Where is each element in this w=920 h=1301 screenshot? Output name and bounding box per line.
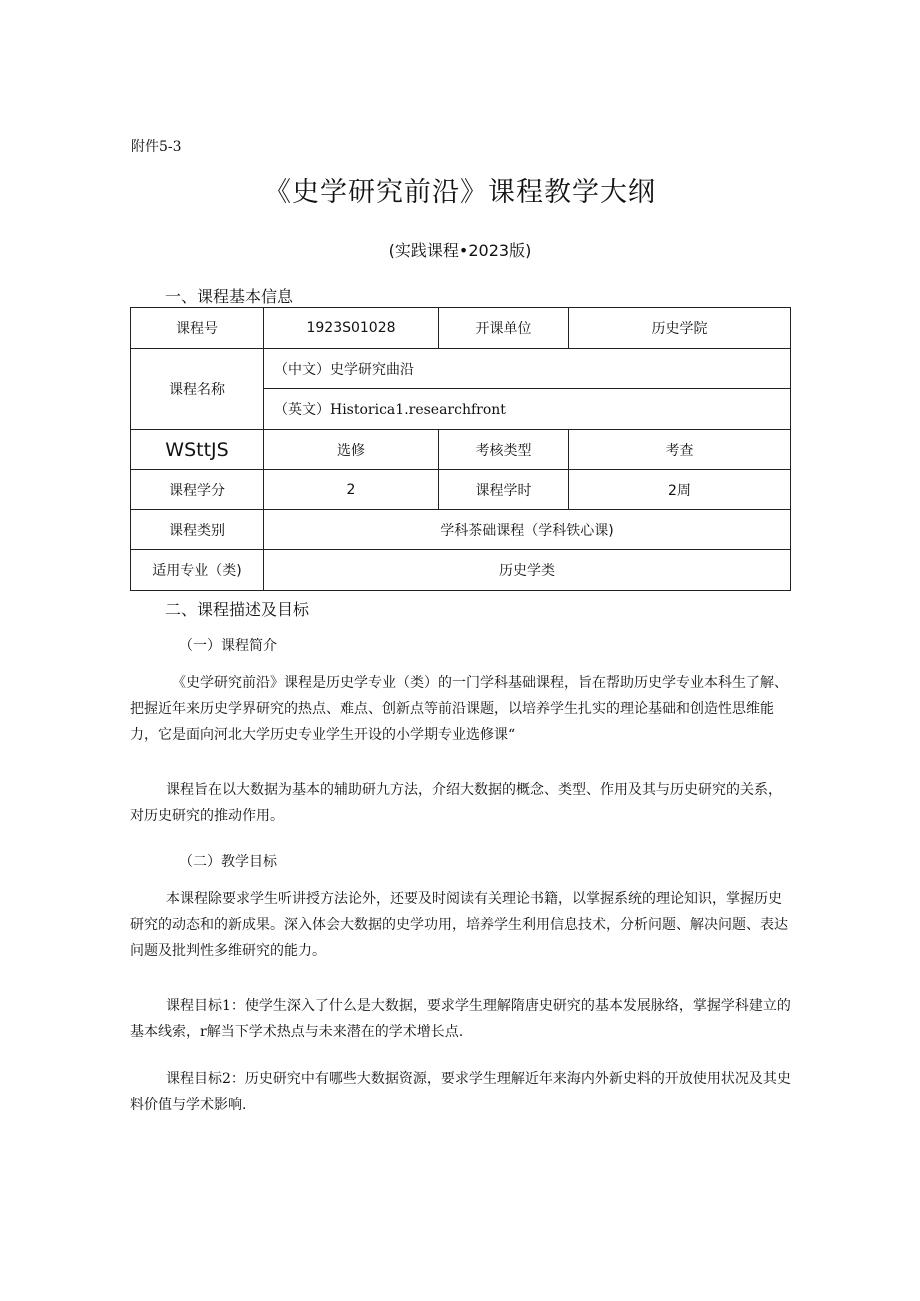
section1-heading: 一、课程基本信息 — [165, 287, 294, 306]
major-value: 历史学类 — [264, 550, 791, 591]
category-value: 学科茶础课程（学科铁心课) — [264, 510, 791, 550]
credit-label: 课程学分 — [131, 470, 264, 510]
intro-paragraph-1: 《史学研究前沿》课程是历史学专业（类）的一门学科基础课程，旨在帮助历史学专业本科生了解、把握近年来历史学界研究的热点、难点、创新点等前沿课题，以培养学生扎实的理论基础和创造性思维能力，它是面向河北大学历史专业学生开设的小学期专业选修课“ — [130, 675, 788, 743]
goals-heading: （二）教学目标 — [179, 854, 277, 870]
course-name-label: 课程名称 — [131, 349, 264, 430]
dept-label: 开课单位 — [439, 308, 569, 349]
course-no-label: 课程号 — [131, 308, 264, 349]
major-label: 适用专业（类) — [131, 550, 264, 591]
dept-value: 历史学院 — [569, 308, 791, 349]
annex-label: 附件5-3 — [131, 139, 182, 155]
table-row — [131, 308, 791, 349]
course-name-cn: （中文）史学研究曲沿 — [264, 349, 791, 389]
goals-paragraph: 本课程除要求学生听讲授方法论外，还要及时阅读有关理论书籍，以掌握系统的理论知识，掌握历史研究的动态和的新成果。深入体会大数据的史学功用，培养学生利用信息技术，分析问题、解决问题、表达问题及批判性多维研究的能力。 — [130, 891, 788, 959]
table-row — [131, 430, 791, 470]
table-row — [131, 470, 791, 510]
intro-paragraph-2: 课程旨在以大数据为基本的辅助研九方法，介绍大数据的概念、类型、作用及其与历史研究的关系，对历史研究的推动作用。 — [130, 782, 782, 824]
assess-value: 考查 — [569, 430, 791, 470]
goal-2: 课程目标2：历史研究中有哪些大数据资源，要求学生理解近年来海内外新史料的开放使用状况及其史料价值与学术影响. — [130, 1071, 791, 1113]
table-row — [131, 510, 791, 550]
document-title: 《史学研究前沿》课程教学大纲 — [264, 177, 656, 208]
hours-value: 2周 — [569, 470, 791, 510]
table-row — [131, 349, 791, 389]
document-subtitle: (实践课程•2023版) — [388, 241, 532, 260]
course-nature-label: WSttJS — [131, 430, 264, 470]
assess-label: 考核类型 — [439, 430, 569, 470]
course-no-value: 1923S01028 — [264, 308, 439, 349]
hours-label: 课程学时 — [439, 470, 569, 510]
table-row — [131, 550, 791, 591]
section2-heading: 二、课程描述及目标 — [165, 600, 310, 619]
goal-1: 课程目标1：使学生深入了什么是大数据，要求学生理解隋唐史研究的基本发展脉络，掌握学科建立的基本线索，r解当下学术热点与未来潜在的学术增长点. — [130, 998, 791, 1040]
category-label: 课程类别 — [131, 510, 264, 550]
course-info-table — [130, 307, 791, 591]
intro-heading: （一）课程简介 — [179, 638, 277, 654]
course-nature-value: 选修 — [264, 430, 439, 470]
course-name-en: （英文）Historica1.researchfront — [264, 389, 791, 430]
credit-value: 2 — [264, 470, 439, 510]
